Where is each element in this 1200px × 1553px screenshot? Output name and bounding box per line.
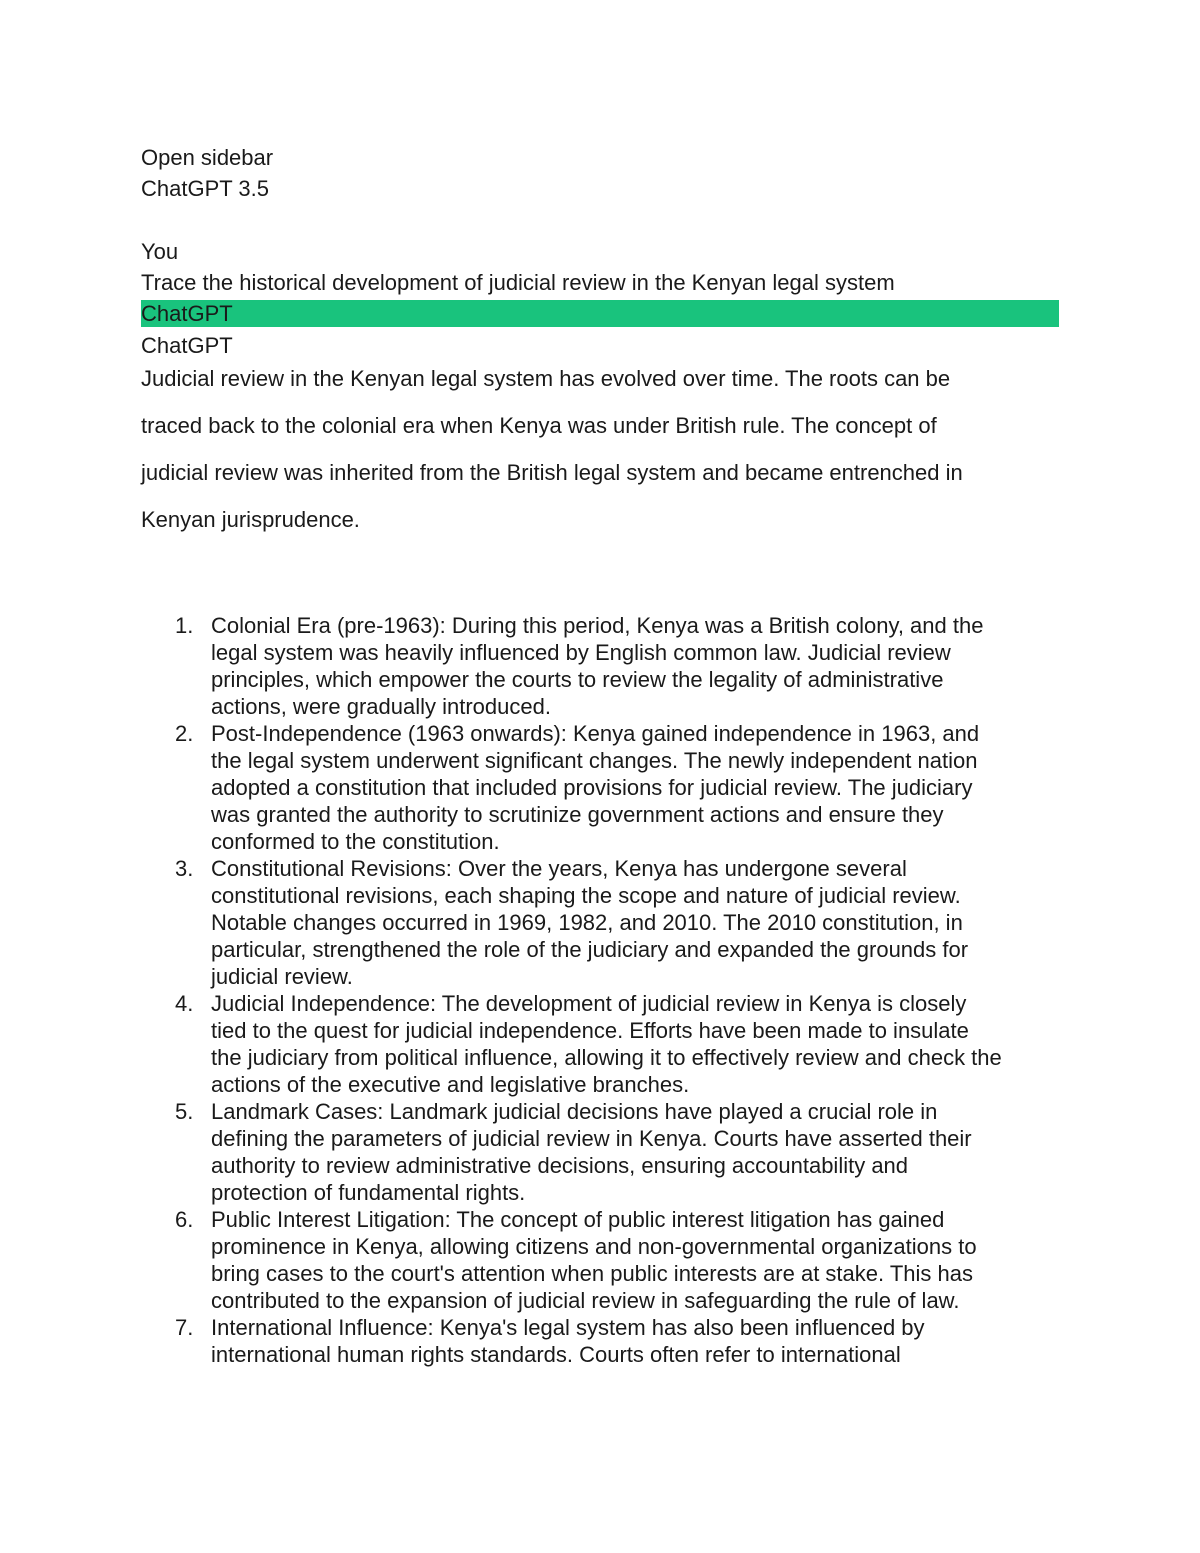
list-item-line: defining the parameters of judicial review in Kenya. Courts have asserted their bbox=[211, 1126, 972, 1151]
list-item-line: Colonial Era (pre-1963): During this period, Kenya was a British colony, and the bbox=[211, 613, 984, 638]
list-item-line: principles, which empower the courts to review the legality of administrative bbox=[211, 667, 944, 692]
list-item bbox=[141, 612, 1071, 720]
list-item-line: actions, were gradually introduced. bbox=[211, 694, 551, 719]
assistant-intro-paragraph bbox=[141, 355, 1059, 543]
list-item-line: Landmark Cases: Landmark judicial decisions have played a crucial role in bbox=[211, 1099, 938, 1124]
list-item-text bbox=[211, 612, 1071, 720]
intro-line: traced back to the colonial era when Kenya was under British rule. The concept of bbox=[141, 413, 937, 438]
list-item-line: conformed to the constitution. bbox=[211, 829, 500, 854]
list-item-line: contributed to the expansion of judicial review in safeguarding the rule of law. bbox=[211, 1288, 960, 1313]
list-item-number: 6. bbox=[175, 1207, 194, 1232]
list-item-line: International Influence: Kenya's legal system has also been influenced by bbox=[211, 1315, 925, 1340]
list-item-line: protection of fundamental rights. bbox=[211, 1180, 526, 1205]
list-item bbox=[141, 720, 1071, 855]
list-item-line: Constitutional Revisions: Over the years, Kenya has undergone several bbox=[211, 856, 907, 881]
list-item-number: 1. bbox=[175, 613, 194, 638]
intro-line: Kenyan jurisprudence. bbox=[141, 507, 360, 532]
list-item-line: bring cases to the court's attention when public interests are at stake. This has bbox=[211, 1261, 973, 1286]
list-item bbox=[141, 855, 1071, 990]
list-item-line: Notable changes occurred in 1969, 1982, and 2010. The 2010 constitution, in bbox=[211, 910, 963, 935]
list-item-number: 3. bbox=[175, 856, 194, 881]
list-item-line: Judicial Independence: The development of judicial review in Kenya is closely bbox=[211, 991, 967, 1016]
history-sections-list bbox=[141, 612, 1071, 1368]
list-item-text bbox=[211, 1206, 1071, 1314]
model-label: ChatGPT 3.5 bbox=[141, 176, 269, 201]
intro-line: Judicial review in the Kenyan legal system has evolved over time. The roots can be bbox=[141, 366, 951, 391]
assistant-author-label: ChatGPT bbox=[141, 333, 233, 358]
document-page bbox=[141, 142, 1059, 543]
list-item-number: 2. bbox=[175, 721, 194, 746]
list-item-number: 4. bbox=[175, 991, 194, 1016]
list-item-line: adopted a constitution that included provisions for judicial review. The judiciary bbox=[211, 775, 973, 800]
list-item-line: constitutional revisions, each shaping the scope and nature of judicial review. bbox=[211, 883, 961, 908]
list-item-line: the legal system underwent significant changes. The newly independent nation bbox=[211, 748, 978, 773]
list-item bbox=[141, 1314, 1071, 1368]
spacer bbox=[141, 204, 1059, 236]
intro-line: judicial review was inherited from the British legal system and became entrenched in bbox=[141, 460, 963, 485]
list-item-text bbox=[211, 1098, 1071, 1206]
list-item-line: judicial review. bbox=[211, 964, 353, 989]
list-item bbox=[141, 1206, 1071, 1314]
list-item-text bbox=[211, 1314, 1071, 1368]
assistant-highlight-label: ChatGPT bbox=[141, 300, 1059, 327]
list-item-text bbox=[211, 720, 1071, 855]
list-item-number: 5. bbox=[175, 1099, 194, 1124]
list-item-line: Post-Independence (1963 onwards): Kenya gained independence in 1963, and bbox=[211, 721, 980, 746]
list-item-line: international human rights standards. Courts often refer to international bbox=[211, 1342, 901, 1367]
list-item bbox=[141, 990, 1071, 1098]
list-item-line: tied to the quest for judicial independence. Efforts have been made to insulate bbox=[211, 1018, 969, 1043]
list-item-line: the judiciary from political influence, allowing it to effectively review and check the bbox=[211, 1045, 1002, 1070]
list-item-line: prominence in Kenya, allowing citizens and non-governmental organizations to bbox=[211, 1234, 977, 1259]
list-item-number: 7. bbox=[175, 1315, 194, 1340]
user-message: Trace the historical development of judicial review in the Kenyan legal system bbox=[141, 270, 895, 295]
list-item-text bbox=[211, 855, 1071, 990]
list-item-line: actions of the executive and legislative branches. bbox=[211, 1072, 690, 1097]
list-item-line: was granted the authority to scrutinize government actions and ensure they bbox=[211, 802, 944, 827]
list-item-line: legal system was heavily influenced by English common law. Judicial review bbox=[211, 640, 951, 665]
list-item-line: authority to review administrative decisions, ensuring accountability and bbox=[211, 1153, 909, 1178]
list-item-text bbox=[211, 990, 1071, 1098]
list-item bbox=[141, 1098, 1071, 1206]
user-author-label: You bbox=[141, 239, 179, 264]
list-item-line: Public Interest Litigation: The concept of public interest litigation has gained bbox=[211, 1207, 945, 1232]
open-sidebar-link[interactable]: Open sidebar bbox=[141, 145, 274, 170]
list-item-line: particular, strengthened the role of the judiciary and expanded the grounds for bbox=[211, 937, 969, 962]
